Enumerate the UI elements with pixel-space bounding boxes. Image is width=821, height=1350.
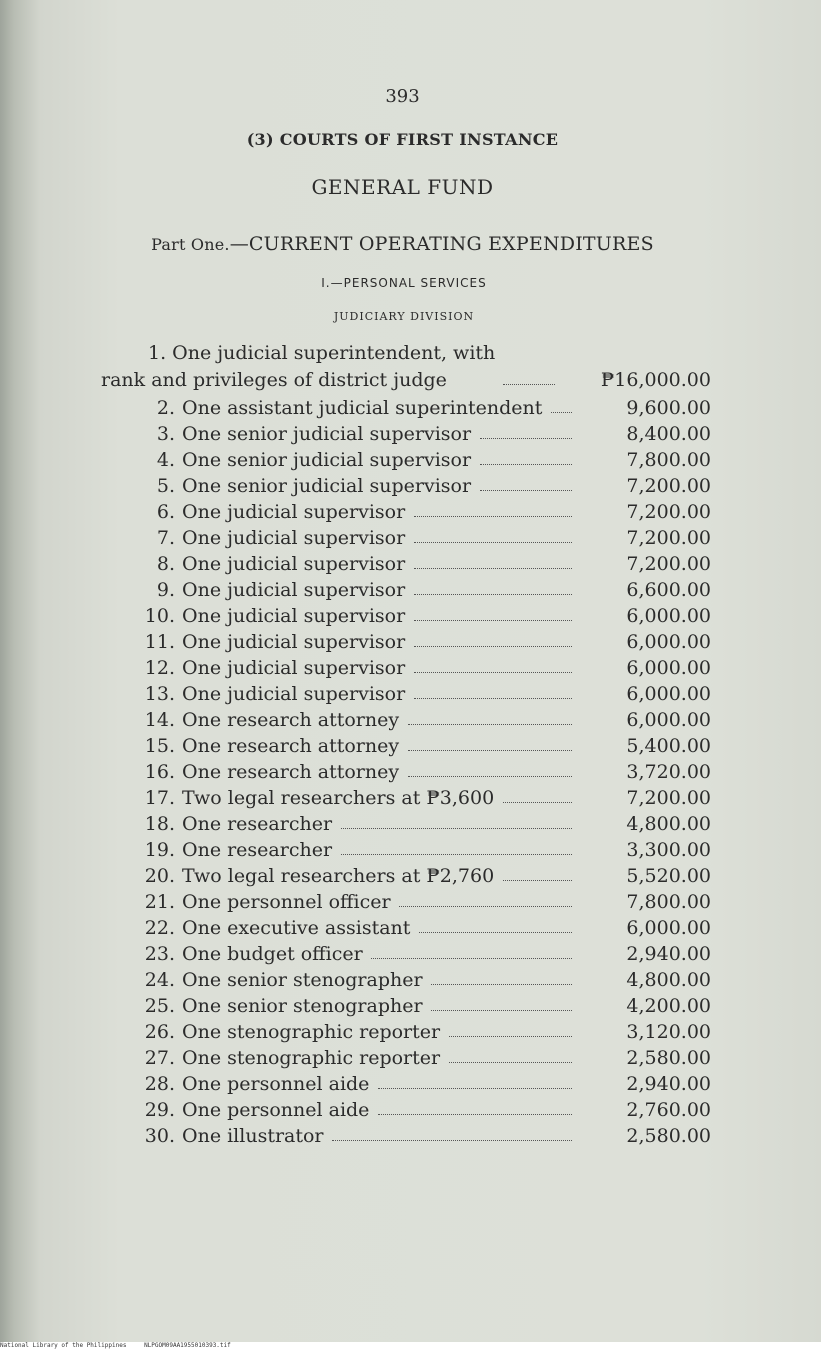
table-row: [0, 551, 821, 577]
leader-dots: [378, 1097, 572, 1123]
table-row: [0, 525, 821, 551]
table-row: [0, 395, 821, 421]
table-row: [0, 1071, 821, 1097]
table-row: [0, 707, 821, 733]
item-amount: 4,800.00: [626, 813, 711, 835]
item-number: 30.: [144, 1125, 175, 1147]
table-row: [0, 993, 821, 1019]
item-amount: 2,940.00: [626, 1073, 711, 1095]
item-amount: 6,000.00: [626, 917, 711, 939]
item-amount: 2,580.00: [626, 1125, 711, 1147]
item-description: One senior judicial supervisor: [182, 423, 472, 445]
leader-dots: [399, 889, 572, 915]
item-number: 12.: [144, 657, 175, 679]
item-number: 24.: [144, 969, 175, 991]
item-description: One judicial supervisor: [182, 683, 406, 705]
item-amount: 5,520.00: [626, 865, 711, 887]
leader-dots: [480, 473, 572, 499]
item-description: Two legal researchers at ₱3,600: [182, 787, 495, 809]
item-number: 2.: [156, 397, 175, 419]
table-row: [0, 1019, 821, 1045]
item-amount: 7,200.00: [626, 475, 711, 497]
part-heading: [0, 233, 805, 255]
leader-dots: [371, 941, 572, 967]
item-1-amount: ₱16,000.00: [600, 369, 711, 391]
item-amount: 3,720.00: [626, 761, 711, 783]
scan-footer: [0, 1342, 821, 1350]
fund-heading: GENERAL FUND: [311, 175, 494, 199]
item-amount: 6,000.00: [626, 657, 711, 679]
item-description: One judicial supervisor: [182, 553, 406, 575]
leader-dots: [419, 915, 572, 941]
part-suffix: —CURRENT OPERATING EXPENDITURES: [229, 233, 654, 255]
item-number: 17.: [144, 787, 175, 809]
item-description: One judicial supervisor: [182, 631, 406, 653]
leader-dots: [414, 629, 572, 655]
item-number: 15.: [144, 735, 175, 757]
item-amount: 4,200.00: [626, 995, 711, 1017]
item-amount: 9,600.00: [626, 397, 711, 419]
table-row: [0, 421, 821, 447]
item-amount: 2,940.00: [626, 943, 711, 965]
item-description: One personnel aide: [182, 1099, 370, 1121]
item-amount: 6,000.00: [626, 683, 711, 705]
item-number: 9.: [156, 579, 175, 601]
item-number: 20.: [144, 865, 175, 887]
footer-library: National Library of the Philippines: [0, 1342, 127, 1349]
item-amount: 6,000.00: [626, 631, 711, 653]
item-number: 5.: [156, 475, 175, 497]
item-number: 4.: [156, 449, 175, 471]
item-number: 8.: [156, 553, 175, 575]
leader-dots: [414, 655, 572, 681]
item-amount: 3,120.00: [626, 1021, 711, 1043]
table-row: [0, 837, 821, 863]
leader-dots: [414, 525, 572, 551]
item-number: 6.: [156, 501, 175, 523]
court-heading: (3) COURTS OF FIRST INSTANCE: [246, 130, 559, 149]
item-number: 13.: [144, 683, 175, 705]
table-row: [0, 915, 821, 941]
item-description: One personnel officer: [182, 891, 391, 913]
item-amount: 7,800.00: [626, 449, 711, 471]
item-amount: 7,200.00: [626, 553, 711, 575]
item-amount: 7,800.00: [626, 891, 711, 913]
item-number: 3.: [156, 423, 175, 445]
table-row: [0, 603, 821, 629]
table-row: [0, 733, 821, 759]
leader-dots: [414, 577, 572, 603]
item-amount: 5,400.00: [626, 735, 711, 757]
item-description: One stenographic reporter: [182, 1047, 441, 1069]
item-1-line1: 1. One judicial superintendent, with: [148, 342, 496, 364]
item-number: 23.: [144, 943, 175, 965]
leader-dots: [414, 681, 572, 707]
item-description: One judicial supervisor: [182, 501, 406, 523]
item-description: One personnel aide: [182, 1073, 370, 1095]
leader-dots: [378, 1071, 572, 1097]
item-description: One research attorney: [182, 709, 400, 731]
item-description: One judicial supervisor: [182, 605, 406, 627]
table-row: [0, 785, 821, 811]
item-number: 22.: [144, 917, 175, 939]
item-description: One research attorney: [182, 735, 400, 757]
item-number: 28.: [144, 1073, 175, 1095]
leader-dots: [431, 993, 572, 1019]
table-row: [0, 889, 821, 915]
table-row: [0, 941, 821, 967]
item-amount: 7,200.00: [626, 787, 711, 809]
item-description: One senior stenographer: [182, 995, 423, 1017]
table-row: [0, 681, 821, 707]
item-number: 21.: [144, 891, 175, 913]
leader-dots: [431, 967, 572, 993]
item-amount: 7,200.00: [626, 501, 711, 523]
item-description: One research attorney: [182, 761, 400, 783]
item-description: One assistant judicial superintendent: [182, 397, 543, 419]
item-description: One illustrator: [182, 1125, 324, 1147]
item-number: 16.: [144, 761, 175, 783]
table-row: [0, 499, 821, 525]
item-amount: 6,000.00: [626, 709, 711, 731]
item-description: One senior judicial supervisor: [182, 475, 472, 497]
item-amount: 3,300.00: [626, 839, 711, 861]
leader-dots: [414, 551, 572, 577]
item-amount: 8,400.00: [626, 423, 711, 445]
item-amount: 4,800.00: [626, 969, 711, 991]
item-number: 19.: [144, 839, 175, 861]
leader-dots: [503, 863, 572, 889]
item-description: Two legal researchers at ₱2,760: [182, 865, 495, 887]
item-description: One senior stenographer: [182, 969, 423, 991]
table-row: [0, 473, 821, 499]
leader-dots: [551, 395, 572, 421]
table-row: [0, 1045, 821, 1071]
item-description: One executive assistant: [182, 917, 411, 939]
item-amount: 7,200.00: [626, 527, 711, 549]
item-number: 14.: [144, 709, 175, 731]
item-number: 29.: [144, 1099, 175, 1121]
item-number: 7.: [156, 527, 175, 549]
table-row: [0, 967, 821, 993]
table-row: [0, 655, 821, 681]
item-description: One budget officer: [182, 943, 363, 965]
leader-dots: [480, 447, 572, 473]
table-row: [0, 629, 821, 655]
item-amount: 6,000.00: [626, 605, 711, 627]
leader-dots: [414, 499, 572, 525]
page-number: 393: [385, 86, 420, 107]
item-number: 25.: [144, 995, 175, 1017]
leader-dots: [480, 421, 572, 447]
table-row: [0, 1097, 821, 1123]
table-row: [0, 759, 821, 785]
table-row: [0, 447, 821, 473]
table-row: [0, 1123, 821, 1149]
table-row: [0, 811, 821, 837]
leader-dots: [408, 733, 572, 759]
table-row: [0, 863, 821, 889]
item-number: 18.: [144, 813, 175, 835]
item-1-line2: rank and privileges of district judge: [101, 369, 447, 391]
leader-dots: [408, 707, 572, 733]
item-number: 10.: [144, 605, 175, 627]
item-description: One judicial supervisor: [182, 527, 406, 549]
item-description: One judicial supervisor: [182, 657, 406, 679]
item-number: 27.: [144, 1047, 175, 1069]
leader-dots: [449, 1019, 572, 1045]
item-description: One stenographic reporter: [182, 1021, 441, 1043]
leader-dots: [341, 811, 572, 837]
leader-dots: [408, 759, 572, 785]
table-row: [0, 577, 821, 603]
leader-dots: [503, 367, 555, 393]
section-heading: I.—PERSONAL SERVICES: [321, 276, 487, 290]
item-amount: 6,600.00: [626, 579, 711, 601]
item-1-line2-row: [0, 367, 821, 393]
leader-dots: [332, 1123, 572, 1149]
item-amount: 2,760.00: [626, 1099, 711, 1121]
leader-dots: [449, 1045, 572, 1071]
division-heading: JUDICIARY DIVISION: [333, 310, 475, 323]
item-description: One researcher: [182, 839, 333, 861]
leader-dots: [414, 603, 572, 629]
item-number: 11.: [144, 631, 175, 653]
footer-file: NLPGOM09AA1955010393.tif: [144, 1342, 231, 1349]
item-amount: 2,580.00: [626, 1047, 711, 1069]
item-description: One senior judicial supervisor: [182, 449, 472, 471]
part-prefix: Part One.: [151, 235, 230, 254]
item-number: 26.: [144, 1021, 175, 1043]
leader-dots: [503, 785, 572, 811]
leader-dots: [341, 837, 572, 863]
item-description: One judicial supervisor: [182, 579, 406, 601]
item-description: One researcher: [182, 813, 333, 835]
